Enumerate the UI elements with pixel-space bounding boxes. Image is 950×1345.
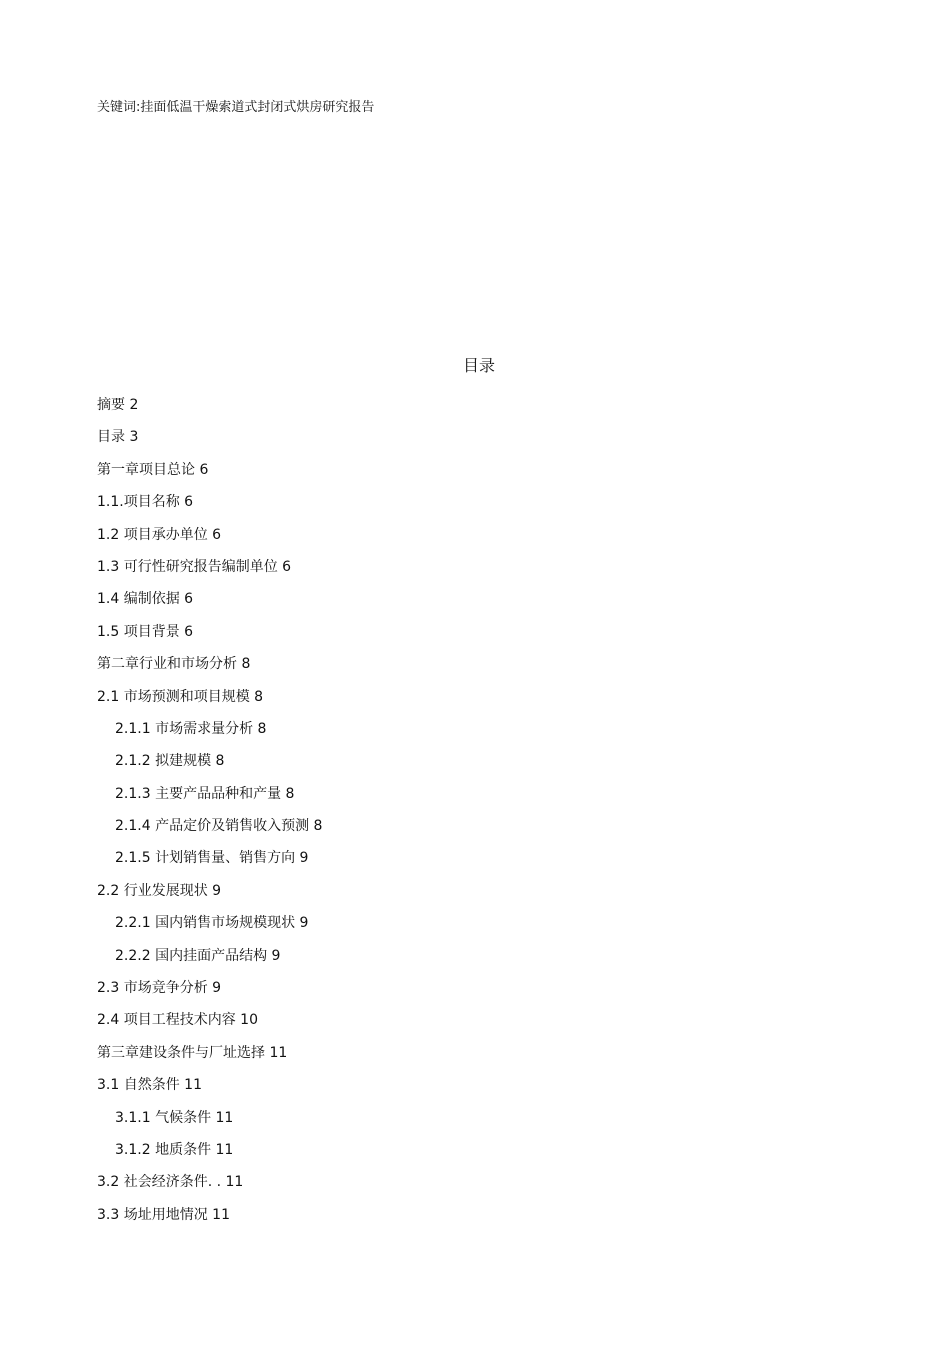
toc-entry: 目录 3 [97,429,139,446]
toc-entry: 第三章建设条件与厂址选择 11 [97,1044,288,1061]
toc-entry: 2.3 市场竞争分析 9 [97,980,222,997]
toc-subentry: 2.1.3 主要产品品种和产量 8 [115,785,295,802]
toc-entry: 2.1 市场预测和项目规模 8 [97,688,264,705]
toc-entry: 3.1 自然条件 11 [97,1077,202,1094]
toc-entry: 3.2 社会经济条件. . 11 [97,1174,244,1191]
toc-entry: 第二章行业和市场分析 8 [97,656,251,673]
toc-subentry: 2.1.4 产品定价及销售收入预测 8 [115,818,323,835]
toc-entry: 摘要 2 [97,397,139,413]
toc-subentry: 3.1.1 气候条件 11 [115,1109,234,1126]
keywords-line: 关键词:挂面低温干燥索道式封闭式烘房研究报告 [97,100,375,115]
toc-title: 目录 [462,356,495,375]
toc-entry: 1.4 编制依据 6 [97,591,194,608]
toc-entry: 1.3 可行性研究报告编制单位 6 [97,558,292,575]
table-of-contents [97,394,322,1236]
toc-entry: 3.3 场址用地情况 11 [97,1206,230,1223]
toc-subentry: 3.1.2 地质条件 11 [115,1141,234,1158]
toc-subentry: 2.2.2 国内挂面产品结构 9 [115,947,281,964]
toc-subentry: 2.1.2 拟建规模 8 [115,753,225,770]
toc-subentry: 2.1.1 市场需求量分析 8 [115,720,267,737]
toc-subentry: 2.2.1 国内销售市场规模现状 9 [115,915,309,932]
toc-entry: 2.2 行业发展现状 9 [97,882,222,899]
toc-entry: 2.4 项目工程技术内容 10 [97,1012,258,1029]
toc-subentry: 2.1.5 计划销售量、销售方向 9 [115,850,309,867]
toc-entry: 1.1.项目名称 6 [97,494,194,511]
toc-entry: 1.2 项目承办单位 6 [97,526,222,543]
toc-entry: 第一章项目总论 6 [97,461,209,478]
toc-entry: 1.5 项目背景 6 [97,623,194,640]
